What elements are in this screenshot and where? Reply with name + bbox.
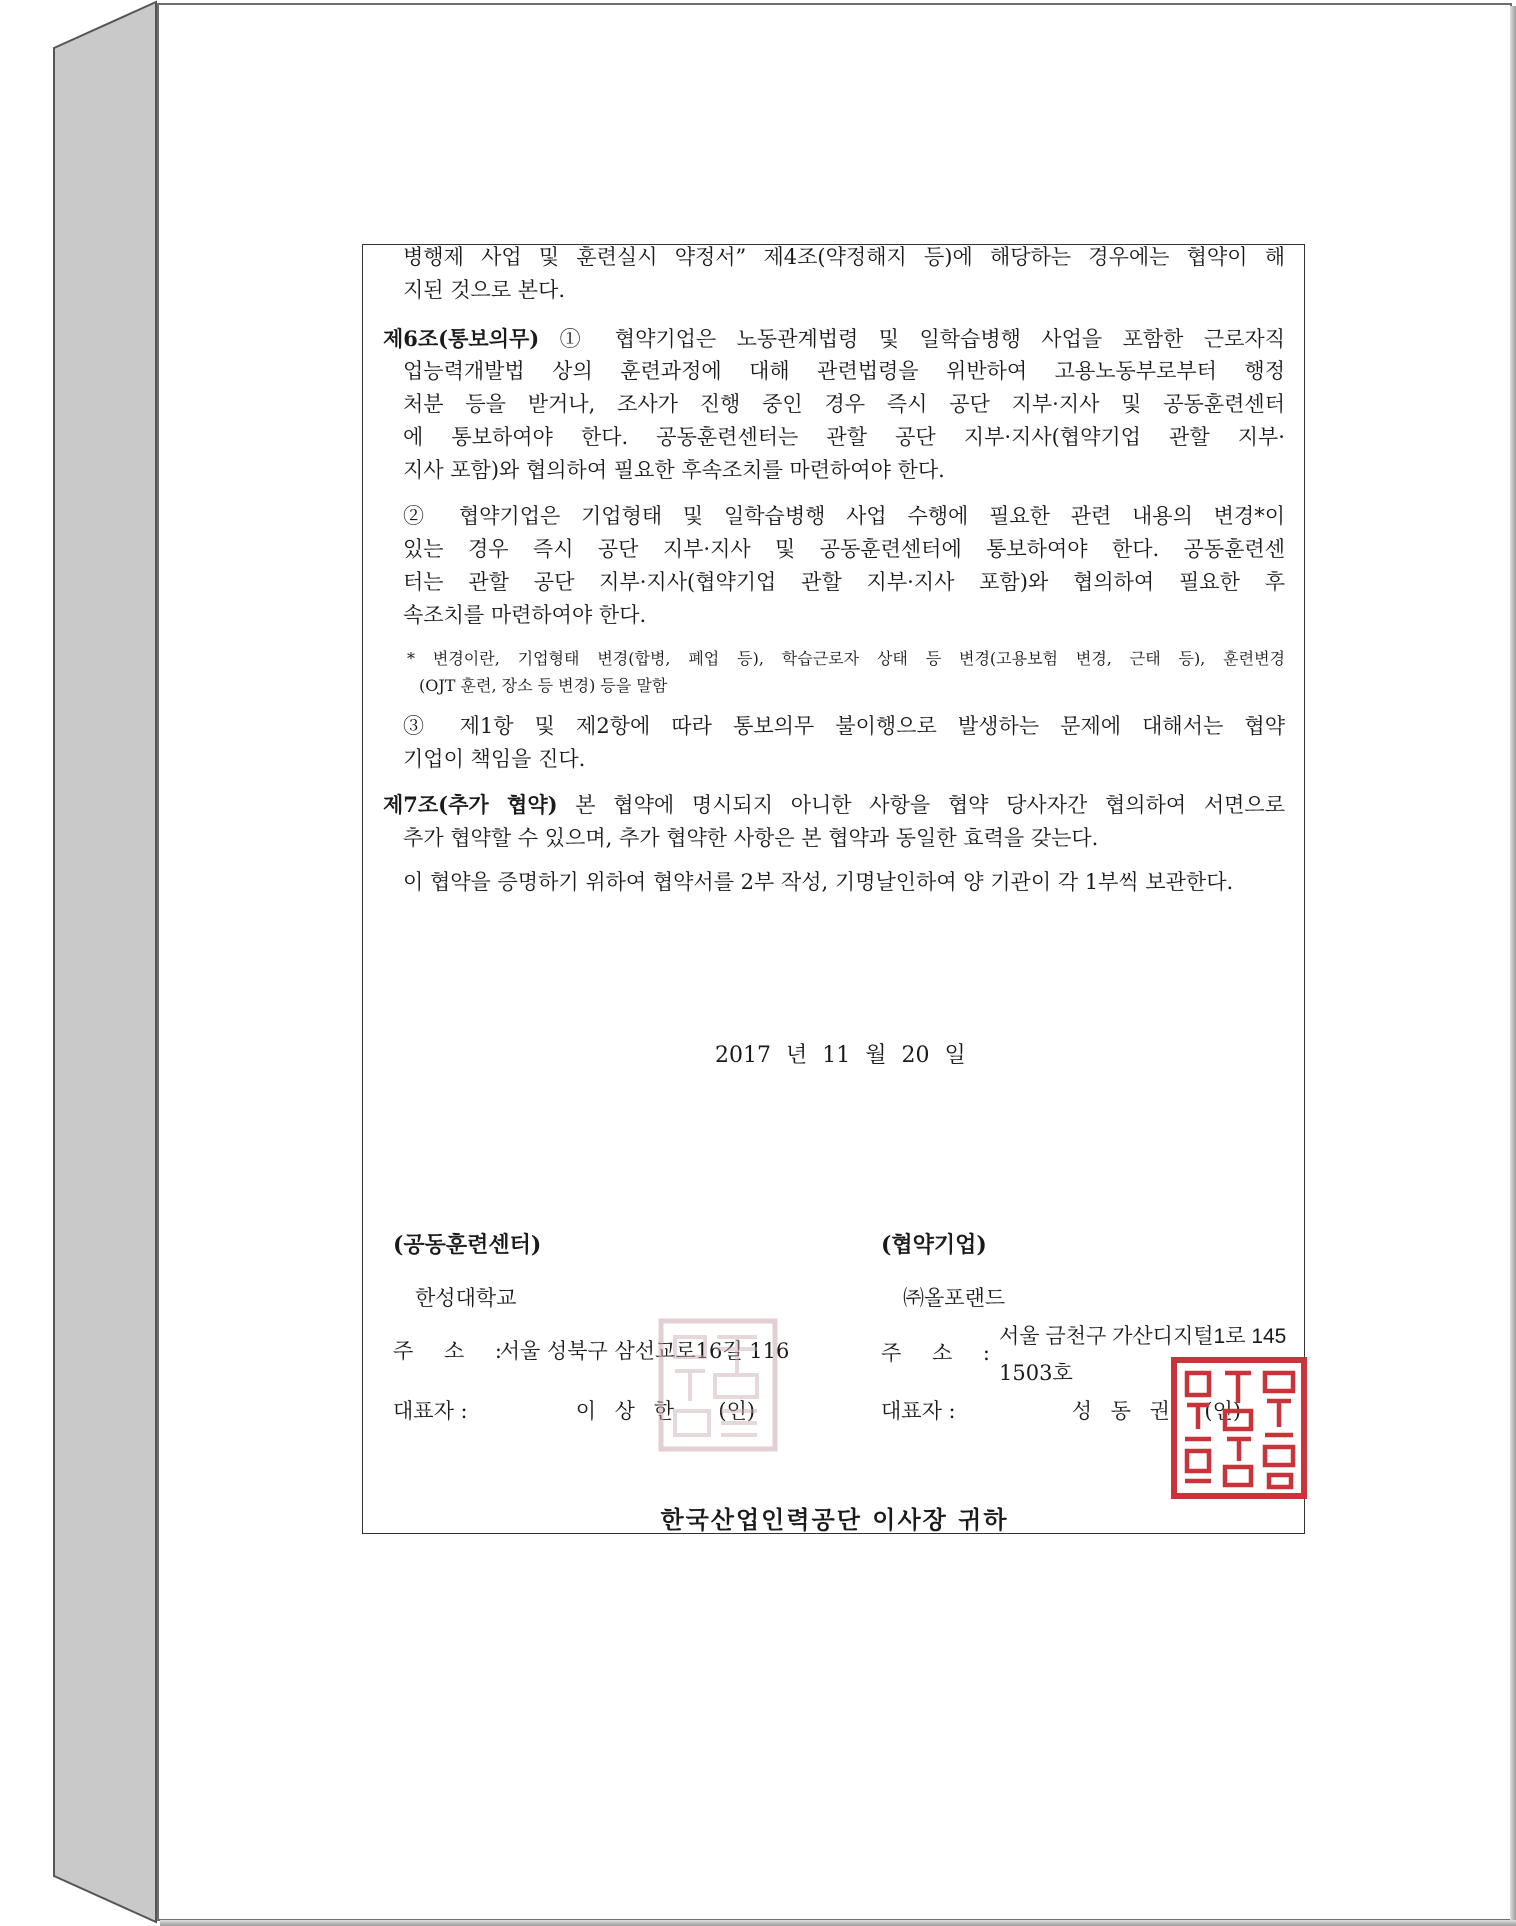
text-line: 병행제 사업 및 훈련실시 약정서” 제4조(약정해지 등)에 해당하는 경우에는 협약이 해 bbox=[403, 245, 1285, 269]
article6-first-line bbox=[383, 322, 1285, 356]
footnote-line: (OJT 훈련, 장소 등 변경) 등을 말함 bbox=[419, 676, 668, 695]
text-line: ③ 제1항 및 제2항에 따라 통보의무 불이행으로 발생하는 문제에 대해서는 협약 bbox=[403, 714, 1285, 738]
text-line: 지된 것으로 본다. bbox=[403, 278, 566, 302]
left-party-address: 서울 성북구 삼선교로16길 116 bbox=[499, 1339, 790, 1363]
book-side-edge bbox=[50, 0, 160, 1926]
article6-paragraph1-end bbox=[403, 454, 945, 487]
text-line: 처분 등을 받거나, 조사가 진행 중인 경우 즉시 공단 지부·지사 및 공동훈련센터 bbox=[403, 392, 1285, 416]
continuation-paragraph bbox=[403, 241, 1285, 274]
left-party-heading: (공동훈련센터) bbox=[393, 1232, 542, 1258]
article6-paragraph1 bbox=[403, 355, 1285, 454]
text-line: 지사 포함)와 협의하여 필요한 후속조치를 마련하여야 한다. bbox=[403, 458, 945, 482]
left-party-seal bbox=[655, 1315, 781, 1455]
text-line: 업능력개발법 상의 훈련과정에 대해 관련법령을 위반하여 고용노동부로부터 행정 bbox=[403, 359, 1285, 383]
article6-paragraph3 bbox=[403, 710, 1285, 743]
article6-paragraph3-end bbox=[403, 743, 585, 776]
text-line: 있는 경우 즉시 공단 지부·지사 및 공동훈련센터에 통보하여야 한다. 공동훈련센 bbox=[403, 537, 1285, 561]
right-party-address bbox=[999, 1320, 1286, 1353]
right-party-address-2 bbox=[999, 1357, 1073, 1390]
address-line: 1503호 bbox=[999, 1361, 1073, 1385]
text-line: 추가 협약할 수 있으며, 추가 협약한 사항은 본 협약과 동일한 효력을 갖는다. bbox=[403, 826, 1099, 850]
page-shadow-bottom bbox=[160, 1920, 1516, 1926]
text-line: 이 협약을 증명하기 위하여 협약서를 2부 작성, 기명날인하여 양 기관이 각 1부씩 보관한다. bbox=[403, 870, 1234, 894]
article7-title: 제7조(추가 협약) bbox=[383, 792, 558, 817]
agreement-frame bbox=[362, 244, 1305, 1534]
text-line: ② 협약기업은 기업형태 및 일학습병행 사업 수행에 필요한 관련 내용의 변경*이 bbox=[403, 504, 1285, 528]
address-line: 서울 금천구 가산디지털1로 145 bbox=[999, 1325, 1287, 1348]
rep-label: 대표자 : bbox=[393, 1399, 468, 1423]
rep-label: 대표자 : bbox=[881, 1399, 956, 1423]
footnote-line: * 변경이란, 기업형태 변경(합병, 폐업 등), 학습근로자 상태 등 변경(고용보험 변경, 근태 등), 훈련변경 bbox=[407, 649, 1285, 668]
address-label: 주 소 : bbox=[881, 1341, 1002, 1365]
article7-first-line bbox=[383, 788, 1285, 822]
text-line: 속조치를 마련하여야 한다. bbox=[403, 603, 647, 627]
right-party-address-label bbox=[881, 1337, 1002, 1370]
closing-sentence bbox=[403, 866, 1233, 899]
right-party-heading: (협약기업) bbox=[881, 1232, 987, 1258]
text-line: 본 협약에 명시되지 아니한 사항을 협약 당사자간 협의하여 서면으로 bbox=[557, 793, 1285, 817]
text-line: ① 협약기업은 노동관계법령 및 일학습병행 사업을 포함한 근로자직 bbox=[539, 327, 1285, 351]
recipient-footer: 한국산업인력공단 이사장 귀하 bbox=[660, 1505, 1009, 1534]
article7-paragraph-end bbox=[403, 822, 1098, 855]
right-party-name: ㈜올포랜드 bbox=[903, 1286, 1006, 1310]
article6-paragraph2-end bbox=[403, 599, 646, 632]
text-line: 터는 관할 공단 지부·지사(협약기업 관할 지부·지사 포함)와 협의하여 필요한 후 bbox=[403, 570, 1285, 594]
continuation-paragraph-end bbox=[403, 274, 565, 307]
article6-paragraph2 bbox=[403, 500, 1285, 599]
text-line: 기업이 책임을 진다. bbox=[403, 747, 586, 771]
agreement-date: 2017 년 11 월 20 일 bbox=[715, 1043, 966, 1068]
article6-footnote-end bbox=[419, 672, 667, 699]
right-party-rep-name: 성 동 권 bbox=[1071, 1399, 1176, 1423]
text-line: 에 통보하여야 한다. 공동훈련센터는 관할 공단 지부·지사(협약기업 관할 지부· bbox=[403, 425, 1285, 449]
seal-mark: (인) bbox=[1204, 1399, 1242, 1423]
seal-mark: (인) bbox=[718, 1399, 756, 1423]
left-party-name: 한성대학교 bbox=[415, 1286, 517, 1310]
address-label: 주 소 : bbox=[393, 1339, 514, 1363]
article6-title: 제6조(통보의무) bbox=[383, 326, 540, 351]
article6-footnote bbox=[407, 645, 1285, 672]
right-party-seal bbox=[1169, 1355, 1309, 1501]
left-party-rep-name: 이 상 한 bbox=[575, 1399, 680, 1423]
page-shadow bbox=[1510, 6, 1516, 1920]
